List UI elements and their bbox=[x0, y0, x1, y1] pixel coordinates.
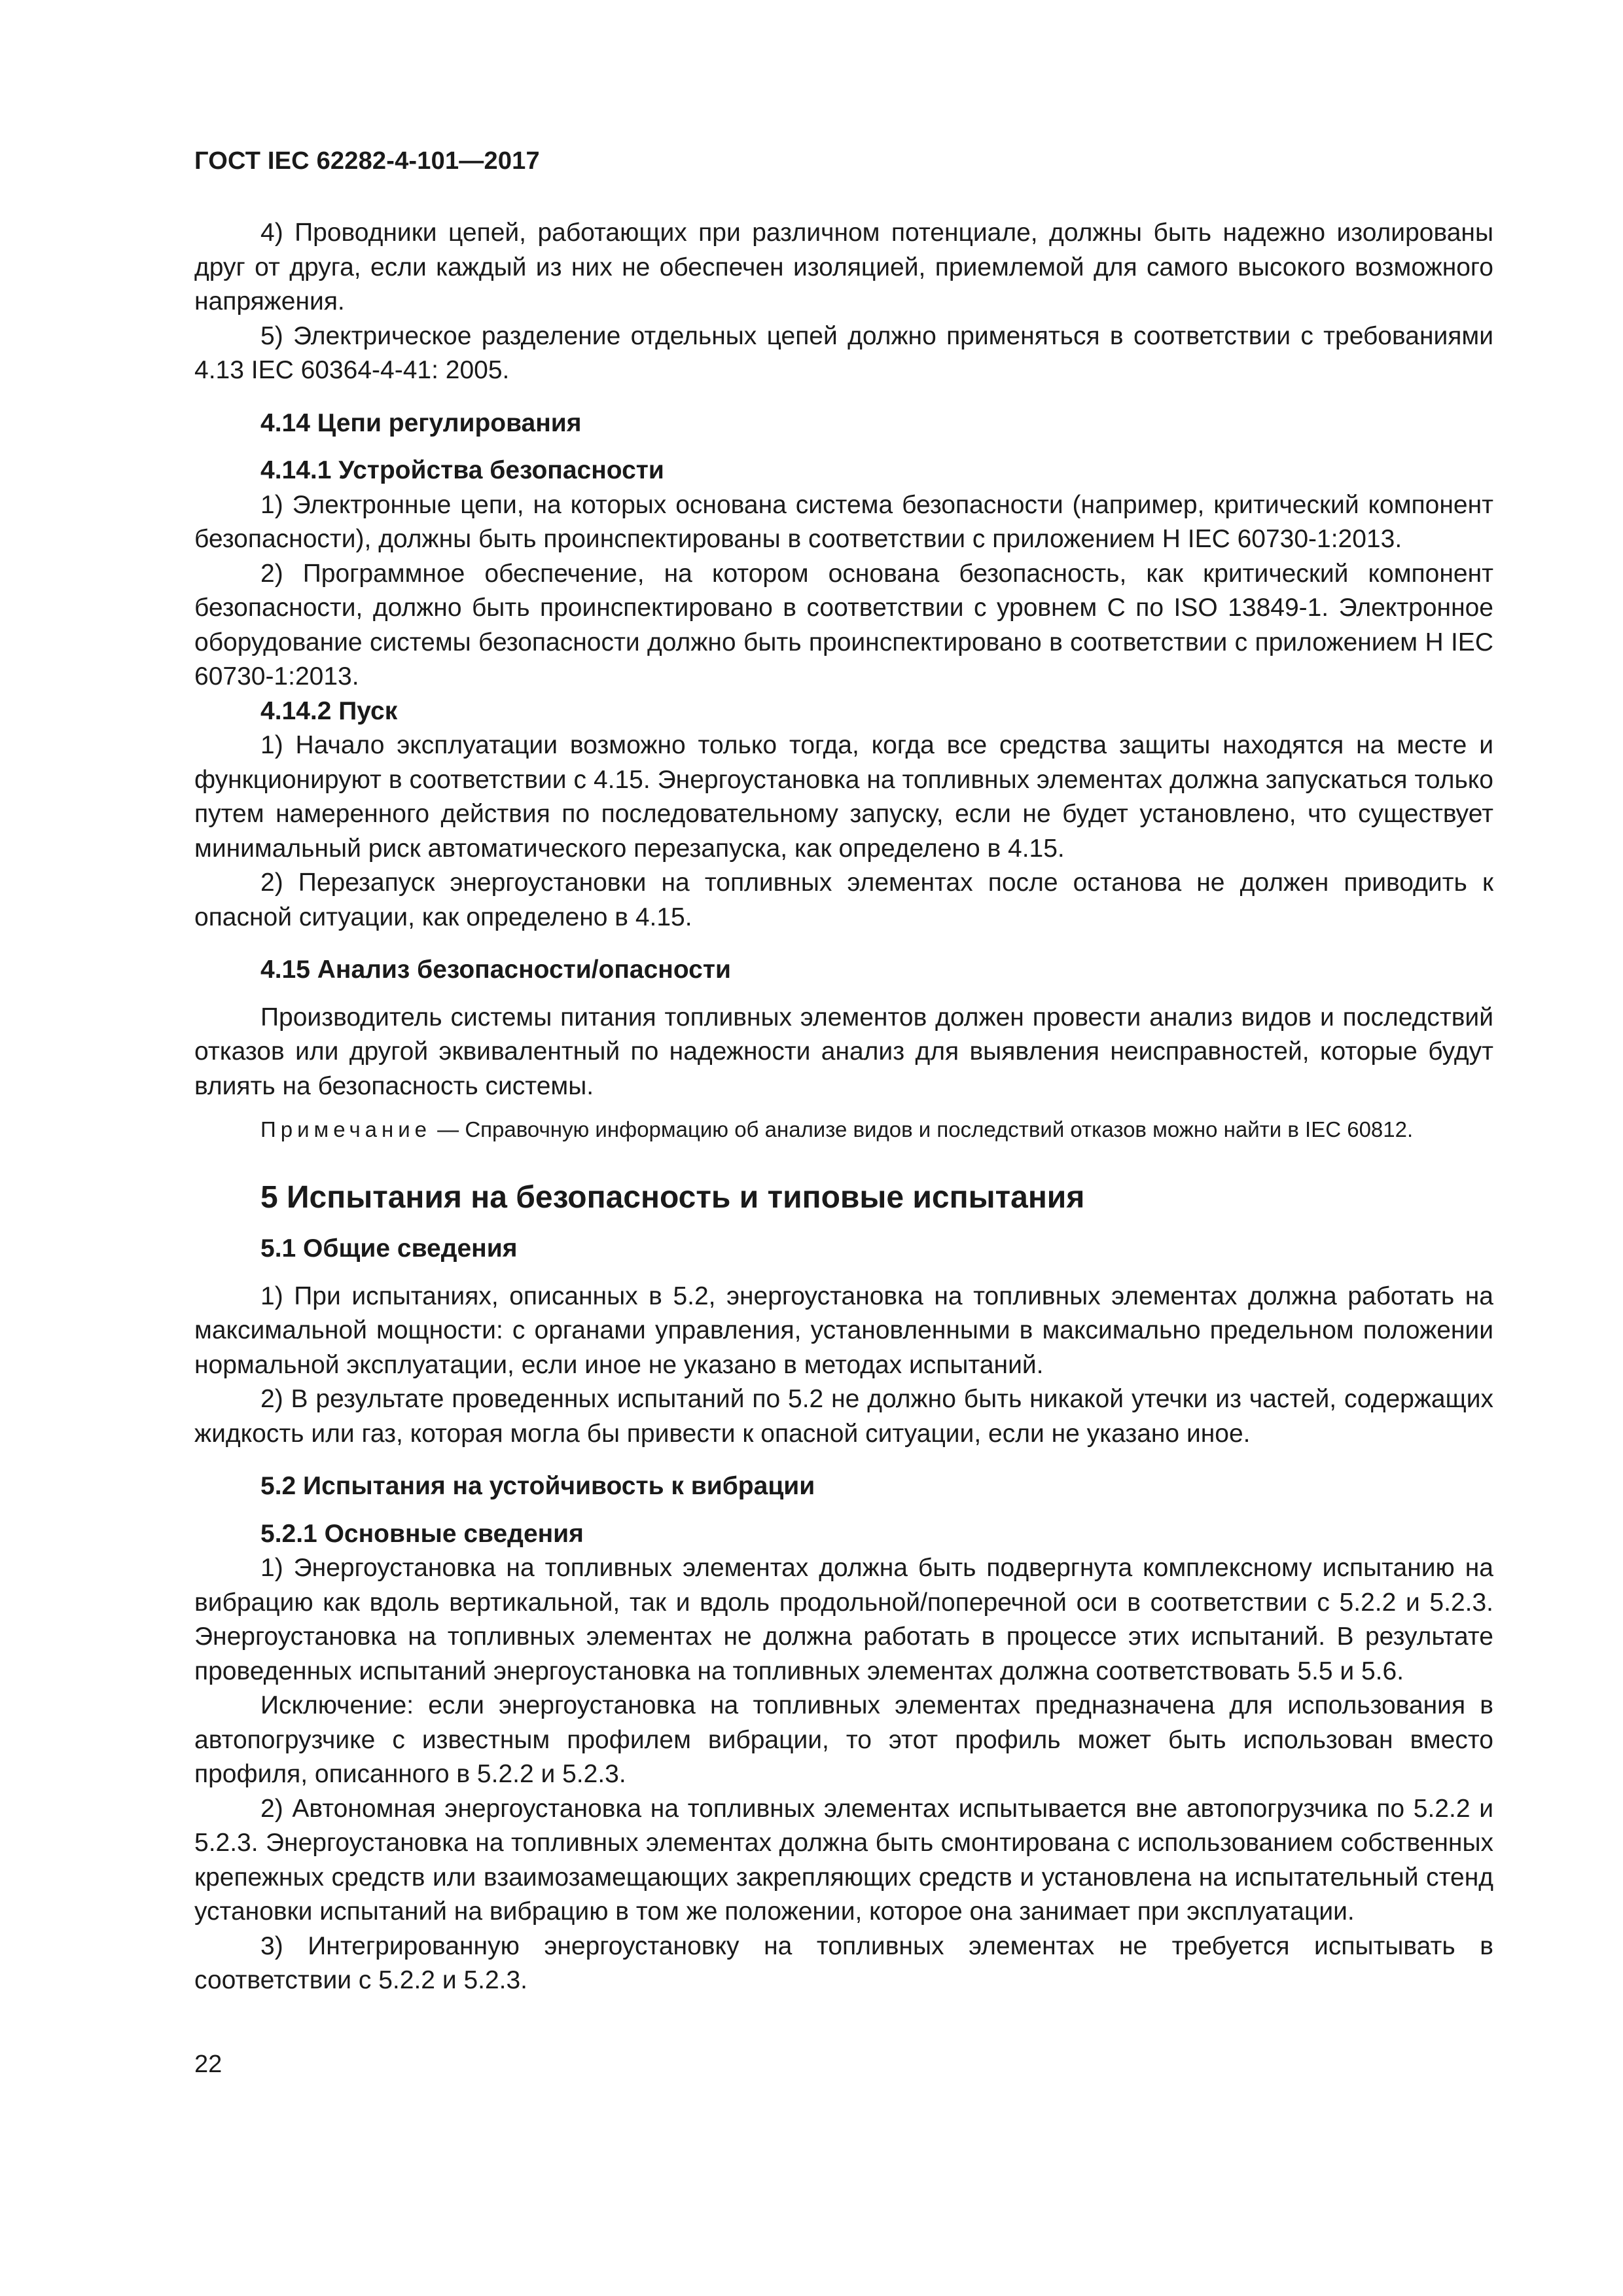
subsection-heading: 5.2.1 Основные сведения bbox=[260, 1519, 584, 1548]
paragraph: Производитель системы питания топливных элементов должен провести анализ видов и последствий отказов или другой эквивалентный по надежности анализ для выявления неисправностей, которые будут влиять на безопасность системы. bbox=[194, 1003, 1493, 1100]
chapter-heading: 5 Испытания на безопасность и типовые испытания bbox=[260, 1180, 1085, 1215]
note bbox=[194, 1114, 1493, 1145]
note-text: — Справочную информацию об анализе видов и последствий отказов можно найти в IEC 60812. bbox=[431, 1117, 1414, 1141]
section-heading: 5.2 Испытания на устойчивость к вибрации bbox=[260, 1472, 815, 1500]
paragraph: Исключение: если энергоустановка на топливных элементах предназначена для использования в автопогрузчике с известным профилем вибрации, то этот профиль может быть использован вместо профиля, описанного в 5.2.2 и 5.2.3. bbox=[194, 1691, 1493, 1788]
paragraph: 1) Энергоустановка на топливных элементах должна быть подвергнута комплексному испытанию на вибрацию как вдоль вертикальной, так и вдоль продольной/поперечной оси в соответствии с 5.2.2 и 5.2.3. Энергоустановка на топливных элементах не должна работать в процессе этих испытаний. В результате проведенных испытаний энергоустановка на топливных элементах должна соответствовать 5.5 и 5.6. bbox=[194, 1554, 1493, 1685]
section-heading: 5.1 Общие сведения bbox=[260, 1234, 518, 1263]
paragraph: 4) Проводники цепей, работающих при различном потенциале, должны быть надежно изолированы друг от друга, если каждый из них не обеспечен изоляцией, приемлемой для самого высокого возможного напряжения. bbox=[194, 219, 1493, 315]
paragraph: 1) Электронные цепи, на которых основана система безопасности (например, критический компонент безопасности), должны быть проинспектированы в соответствии с приложением H IEC 60730-1:2013. bbox=[194, 490, 1493, 553]
page-number: 22 bbox=[194, 2051, 223, 2078]
paragraph: 2) Перезапуск энергоустановки на топливных элементах после останова не должен приводить к опасной ситуации, как определено в 4.15. bbox=[194, 869, 1493, 931]
paragraph: 2) Автономная энергоустановка на топливных элементах испытывается вне автопогрузчика по 5.2.2 и 5.2.3. Энергоустановка на топливных элементах должна быть смонтирована с использованием собственных крепежных средств или взаимозамещающих закрепляющих средств и установлена на испытательный стенд установки испытаний на вибрацию в том же положении, которое она занимает при эксплуатации. bbox=[194, 1794, 1493, 1926]
paragraph: 2) Программное обеспечение, на котором основана безопасность, как критический компонент безопасности, должно быть проинспектировано в соответствии с уровнем С по ISO 13849-1. Электронное оборудование системы безопасности должно быть проинспектировано в соответствии с приложением H IEC 60730-1:2013. bbox=[194, 559, 1493, 691]
document-body bbox=[194, 216, 1493, 1998]
paragraph: 1) Начало эксплуатации возможно только тогда, когда все средства защиты находятся на месте и функционируют в соответствии с 4.15. Энергоустановка на топливных элементах должна запускаться только путем намеренного действия по последовательному запуску, если не будет установлено, что существует минимальный риск автоматического перезапуска, как определено в 4.15. bbox=[194, 731, 1493, 863]
section-heading: 4.15 Анализ безопасности/опасности bbox=[260, 956, 731, 984]
paragraph: 2) В результате проведенных испытаний по 5.2 не должно быть никакой утечки из частей, содержащих жидкость или газ, которая могла бы привести к опасной ситуации, если не указано иное. bbox=[194, 1385, 1493, 1448]
paragraph: 5) Электрическое разделение отдельных цепей должно применяться в соответствии с требованиями 4.13 IEC 60364-4-41: 2005. bbox=[194, 321, 1493, 384]
paragraph: 1) При испытаниях, описанных в 5.2, энергоустановка на топливных элементах должна работать на максимальной мощности: с органами управления, установленными в максимально предельном положении нормальной эксплуатации, если иное не указано в методах испытаний. bbox=[194, 1282, 1493, 1379]
document-header: ГОСТ IEC 62282-4-101—2017 bbox=[194, 147, 540, 175]
subsection-heading: 4.14.1 Устройства безопасности bbox=[260, 456, 664, 484]
section-heading: 4.14 Цепи регулирования bbox=[260, 408, 582, 437]
subsection-heading: 4.14.2 Пуск bbox=[260, 696, 398, 725]
note-label: Примечание bbox=[260, 1117, 432, 1141]
paragraph: 3) Интегрированную энергоустановку на топливных элементах не требуется испытывать в соответствии с 5.2.2 и 5.2.3. bbox=[194, 1931, 1493, 1994]
